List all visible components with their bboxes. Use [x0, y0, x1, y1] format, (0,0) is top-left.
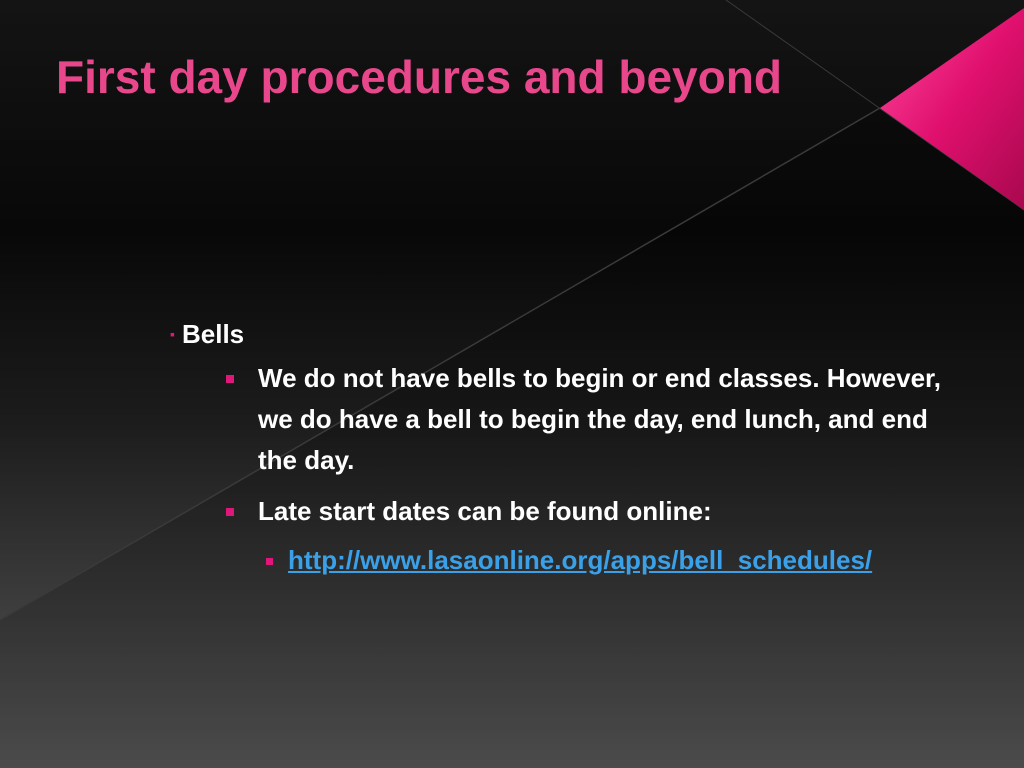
bell-schedules-link[interactable]: http://www.lasaonline.org/apps/bell_schedules/ — [288, 545, 873, 575]
bullet-square-icon: ▪ — [170, 326, 175, 342]
bullet-item-bells — [170, 314, 970, 354]
bullet-square-icon — [266, 540, 288, 581]
sub-bullet-item — [226, 491, 970, 532]
bullet-square-icon — [226, 491, 258, 532]
slide-title: First day procedures and beyond — [56, 51, 782, 103]
sub-bullet-item — [226, 358, 970, 481]
link-bullet-item — [266, 540, 970, 581]
bullet-square-icon — [226, 358, 258, 399]
bullet-label: Bells — [182, 319, 245, 349]
slide-content — [170, 314, 970, 581]
sub-bullet-text: We do not have bells to begin or end classes. However, we do have a bell to begin the day, end lunch, and end the day. — [258, 363, 941, 475]
sub-bullet-text: Late start dates can be found online: — [258, 496, 712, 526]
